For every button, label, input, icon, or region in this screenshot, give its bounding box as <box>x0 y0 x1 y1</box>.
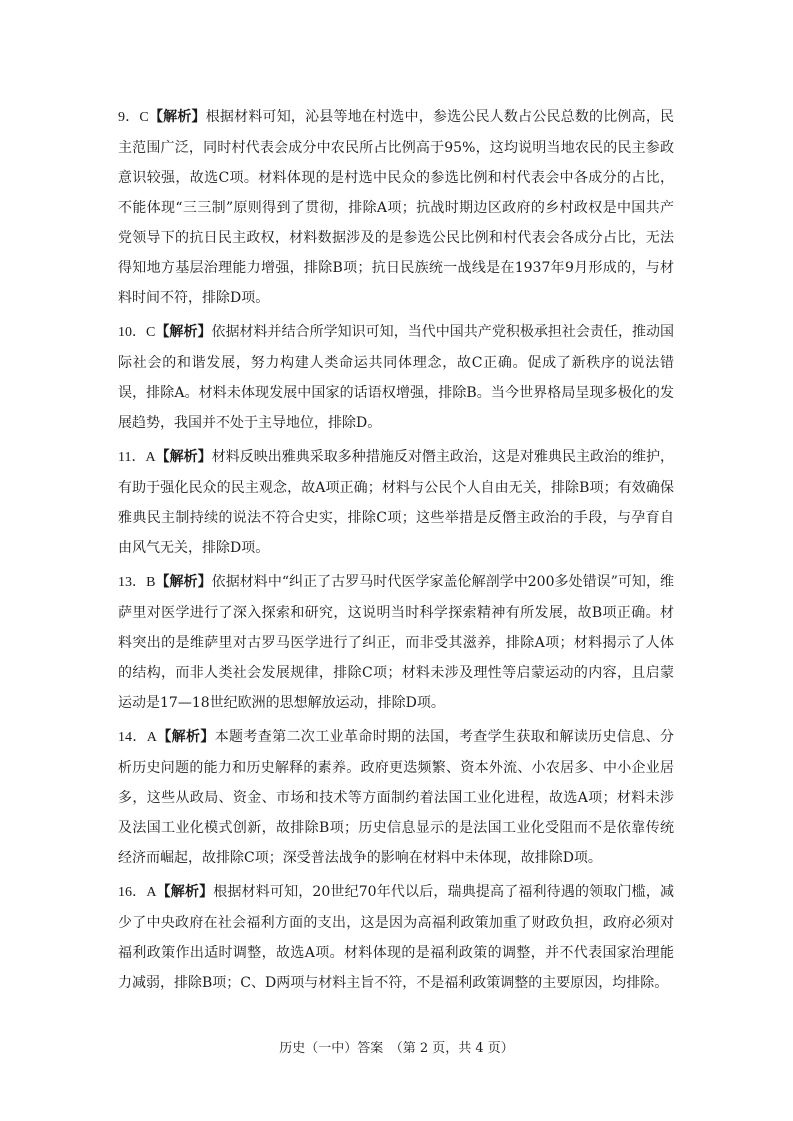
analysis-tag: 【解析】 <box>156 884 214 900</box>
answer-list <box>118 102 674 1002</box>
analysis-text: 根据材料可知，沁县等地在村选中，参选公民人数占公民总数的比例高，民主范围广泛，同时村代表会成分中农民所占比例高于95%，这均说明当地农民的民主参政意识较强，故选C项。材料体现的是村选中民众的参选比例和村代表会中各成分的占比，不能体现“三三制”原则得到了贯彻，排除A项；抗战时期边区政府的乡村政权是中国共产党领导下的抗日民主政权，材料数据涉及的是参选公民比例和村代表会各成分占比，无法得知地方基层治理能力增强，排除B项；抗日民族统一战线是在1937年9月形成的，与材料时间不符，排除D项。 <box>118 109 675 306</box>
answer-item-11 <box>118 442 674 563</box>
analysis-text: 依据材料并结合所学知识可知，当代中国共产党积极承担社会责任，推动国际社会的和谐发展，努力构建人类命运共同体理念，故C正确。促成了新秩序的说法错误，排除A。材料未体现发展中国家的话语权增强，排除B。当今世界格局呈现多极化的发展趋势，我国并不处于主导地位，排除D。 <box>118 324 675 431</box>
question-number: 9． <box>118 110 140 125</box>
analysis-tag: 【解析】 <box>156 729 215 745</box>
analysis-text: 依据材料中“纠正了古罗马时代医学家盖伦解剖学中200多处错误”可知，维萨里对医学进行了深入探索和研究，这说明当时科学探索精神有所发展，故B项正确。材料突出的是维萨里对古罗马医学进行了纠正，而非受其滋养，排除A项；材料揭示了人体的结构，而非人类社会发展规律，排除C项；材料未涉及理性等启蒙运动的内容，且启蒙运动是17—18世纪欧洲的思想解放运动，排除D项。 <box>118 574 675 711</box>
answer-letter: A <box>146 730 157 745</box>
answer-letter: A <box>145 450 156 465</box>
answer-item-10 <box>118 317 674 438</box>
analysis-text: 材料反映出雅典采取多种措施反对僭主政治，这是对雅典民主政治的维护，有助于强化民众的民主观念，故A项正确；材料与公民个人自由无关，排除B项；有效确保雅典民主制持续的说法不符合史实，排除C项；这些举措是反僭主政治的手段，与孕育自由风气无关，排除D项。 <box>118 449 675 556</box>
analysis-tag: 【解析】 <box>155 574 212 590</box>
answer-letter: C <box>139 110 149 125</box>
answer-item-9 <box>118 102 674 313</box>
question-number: 14． <box>118 730 147 745</box>
question-number: 11． <box>118 450 146 465</box>
question-number: 13． <box>118 575 147 590</box>
answer-item-14 <box>118 722 674 873</box>
answer-item-13 <box>118 567 674 718</box>
analysis-tag: 【解析】 <box>155 324 212 340</box>
page-footer: 历史（一中）答案 （第 2 页，共 4 页） <box>279 1041 514 1056</box>
analysis-text: 根据材料可知，20世纪70年代以后，瑞典提高了福利待遇的领取门槛，减少了中央政府在社会福利方面的支出，这是因为高福利政策加重了财政负担，政府必须对福利政策作出适时调整，故选A项。材料体现的是福利政策的调整，并不代表国家治理能力减弱，排除B项；C、D两项与材料主旨不符，不是福利政策调整的主要原因，均排除。 <box>118 884 674 991</box>
answer-letter: B <box>146 575 156 590</box>
answer-letter: A <box>146 885 157 900</box>
question-number: 16． <box>118 885 147 900</box>
analysis-tag: 【解析】 <box>155 449 212 465</box>
answer-letter: C <box>146 325 156 340</box>
analysis-text: 本题考查第二次工业革命时期的法国，考查学生获取和解读历史信息、分析历史问题的能力和历史解释的素养。政府更迭频繁、资本外流、小农居多、中小企业居多，这些从政局、资金、市场和技术等方面制约着法国工业化进程，故选A项；材料未涉及法国工业化模式创新，故排除B项；历史信息显示的是法国工业化受阻而不是依靠传统经济而崛起，故排除C项；深受普法战争的影响在材料中未体现，故排除D项。 <box>118 729 675 866</box>
question-number: 10． <box>118 325 147 340</box>
analysis-tag: 【解析】 <box>148 109 206 125</box>
answer-item-16 <box>118 877 674 998</box>
